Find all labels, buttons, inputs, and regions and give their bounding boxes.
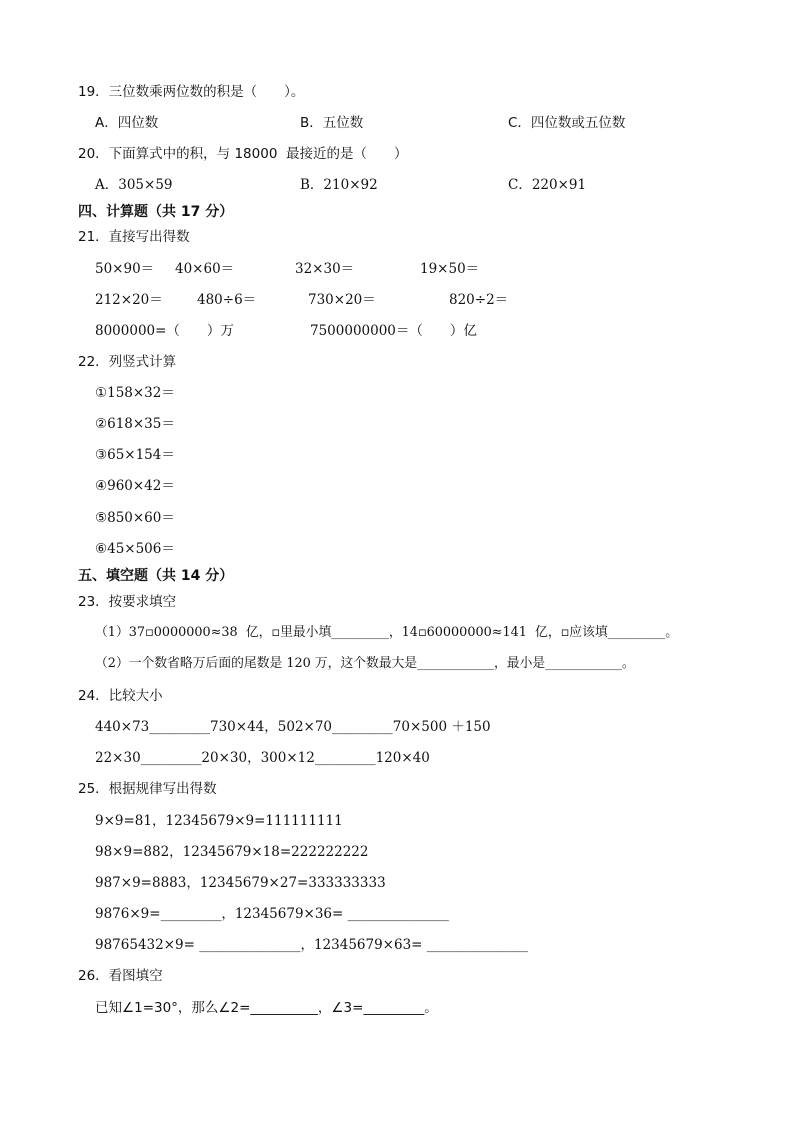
- section-4-heading: 四、计算题（共 17 分）: [78, 204, 234, 220]
- q26-stem: 26．看图填空: [78, 968, 163, 984]
- q19-stem: 19．三位数乘两位数的积是（ ）。: [78, 84, 305, 100]
- q23-part-2: （2）一个数省略万后面的尾数是 120 万，这个数最大是____________，最小是____________。: [95, 656, 635, 671]
- q25-row-1: 9×9=81，12345679×9=111111111: [95, 813, 343, 829]
- q24-stem: 24．比较大小: [78, 688, 163, 704]
- q21-item: 32×30＝: [295, 261, 355, 277]
- q24-row-1: 440×73_________730×44，502×70_________70×500 ＋150: [95, 719, 491, 735]
- q26-part-1: 已知∠1=30°，那么∠2=__________，∠3=_________。: [95, 1000, 438, 1016]
- q22-item: ③65×154＝: [95, 447, 175, 463]
- q19-option-b: B．五位数: [300, 115, 364, 131]
- q21-item: 19×50＝: [420, 261, 480, 277]
- q25-row-5: 98765432×9= _______________，12345679×63= _______________: [95, 937, 529, 953]
- q25-row-3: 987×9=8883，12345679×27=333333333: [95, 875, 386, 891]
- q19-option-a: A．四位数: [95, 115, 159, 131]
- q22-stem: 22．列竖式计算: [78, 354, 177, 370]
- q25-row-4: 9876×9=_________，12345679×36= _______________: [95, 906, 449, 922]
- q21-item: 480÷6＝: [197, 292, 257, 308]
- q21-item: 40×60＝: [175, 261, 235, 277]
- q24-row-2: 22×30_________20×30，300×12_________120×40: [95, 750, 430, 766]
- q21-item: 50×90＝: [95, 261, 155, 277]
- q22-item: ⑤850×60＝: [95, 510, 175, 526]
- q20-option-a: A．305×59: [95, 177, 173, 193]
- q21-item: 820÷2＝: [449, 292, 509, 308]
- q22-item: ⑥45×506＝: [95, 541, 175, 557]
- q20-option-b: B．210×92: [300, 177, 378, 193]
- q20-stem: 20．下面算式中的积，与 18000 最接近的是（ ）: [78, 146, 408, 162]
- q21-item: 212×20＝: [95, 292, 163, 308]
- q25-stem: 25．根据规律写出得数: [78, 781, 217, 797]
- q23-stem: 23．按要求填空: [78, 594, 177, 610]
- q21-item: 8000000=（ ）万: [95, 323, 234, 339]
- q19-option-c: C．四位数或五位数: [508, 115, 626, 131]
- q22-item: ②618×35＝: [95, 416, 175, 432]
- q21-stem: 21．直接写出得数: [78, 229, 190, 245]
- q25-row-2: 98×9=882，12345679×18=222222222: [95, 844, 369, 860]
- q21-item: 7500000000＝（ ）亿: [310, 323, 477, 339]
- q23-part-1: （1）37▫0000000≈38 亿，▫里最小填_________，14▫60000000≈141 亿，▫应该填_________。: [95, 625, 679, 640]
- q22-item: ④960×42＝: [95, 478, 175, 494]
- q21-item: 730×20＝: [308, 292, 376, 308]
- section-5-heading: 五、填空题（共 14 分）: [78, 568, 234, 584]
- q22-item: ①158×32＝: [95, 385, 175, 401]
- q20-option-c: C．220×91: [508, 177, 587, 193]
